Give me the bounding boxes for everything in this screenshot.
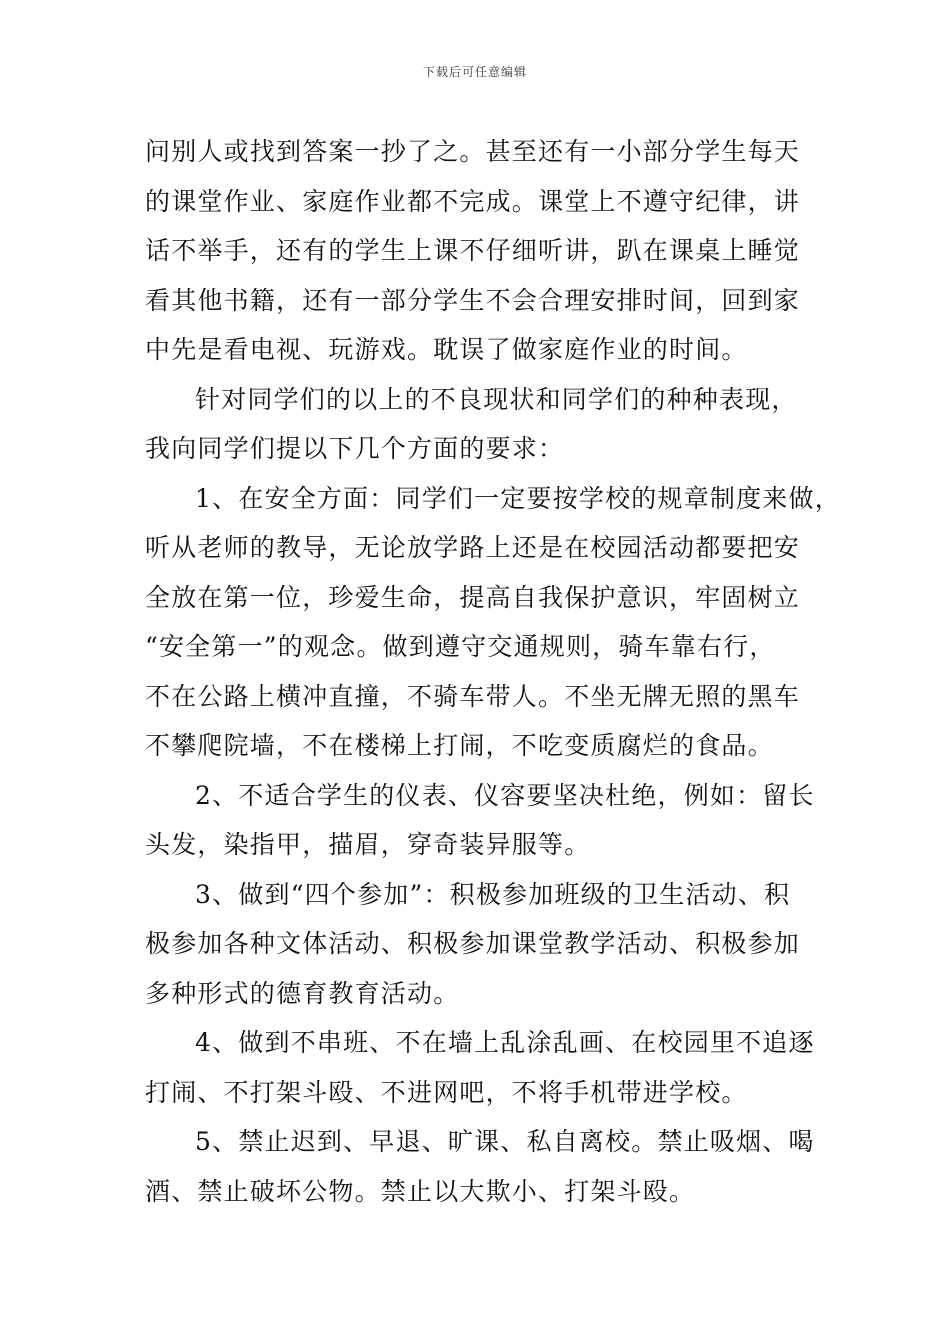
text-line: 多种形式的德育教育活动。 [145, 979, 460, 1008]
text-line: 中先是看电视、玩游戏。耽误了做家庭作业的时间。 [145, 335, 748, 364]
text-line: 话不举手，还有的学生上课不仔细听讲，趴在课桌上睡觉 [145, 236, 801, 265]
text-line: 我向同学们提以下几个方面的要求： [145, 434, 565, 463]
list-item-5-first-line: 5、禁止迟到、早退、旷课、私自离校。禁止吸烟、喝 [195, 1127, 815, 1156]
text-line: 看其他书籍，还有一部分学生不会合理安排时间，回到家 [145, 286, 801, 315]
text-line: 酒、禁止破坏公物。禁止以大欺小、打架斗殴。 [145, 1177, 696, 1206]
text-line: “安全第一”的观念。做到遵守交通规则，骑车靠右行， [145, 632, 776, 661]
text-line: 不在公路上横冲直撞，不骑车带人。不坐无牌无照的黑车 [145, 682, 801, 711]
text-line: 极参加各种文体活动、积极参加课堂教学活动、积极参加 [145, 929, 801, 958]
text-line: 头发，染指甲，描眉，穿奇装异服等。 [145, 830, 591, 859]
text-line: 听从老师的教导，无论放学路上还是在校园活动都要把安 [145, 533, 801, 562]
text-line: 不攀爬院墙，不在楼梯上打闹，不吃变质腐烂的食品。 [145, 731, 774, 760]
text-line: 的课堂作业、家庭作业都不完成。课堂上不遵守纪律，讲 [145, 187, 801, 216]
paragraph-first-line: 针对同学们的以上的不良现状和同学们的种种表现， [195, 385, 798, 414]
list-item-2-first-line: 2、不适合学生的仪表、仪容要坚决杜绝，例如：留长 [195, 781, 815, 810]
list-item-4-first-line: 4、做到不串班、不在墙上乱涂乱画、在校园里不追逐 [195, 1028, 815, 1057]
text-line: 打闹、不打架斗殴、不进网吧，不将手机带进学校。 [145, 1078, 748, 1107]
list-item-1-first-line: 1、在安全方面：同学们一定要按学校的规章制度来做， [195, 484, 841, 513]
list-item-3-first-line: 3、做到“四个参加”：积极参加班级的卫生活动、积 [195, 880, 791, 909]
page-header-note: 下载后可任意编辑 [422, 65, 527, 79]
text-line: 问别人或找到答案一抄了之。甚至还有一小部分学生每天 [145, 137, 801, 166]
text-line: 全放在第一位，珍爱生命，提高自我保护意识，牢固树立 [145, 583, 801, 612]
